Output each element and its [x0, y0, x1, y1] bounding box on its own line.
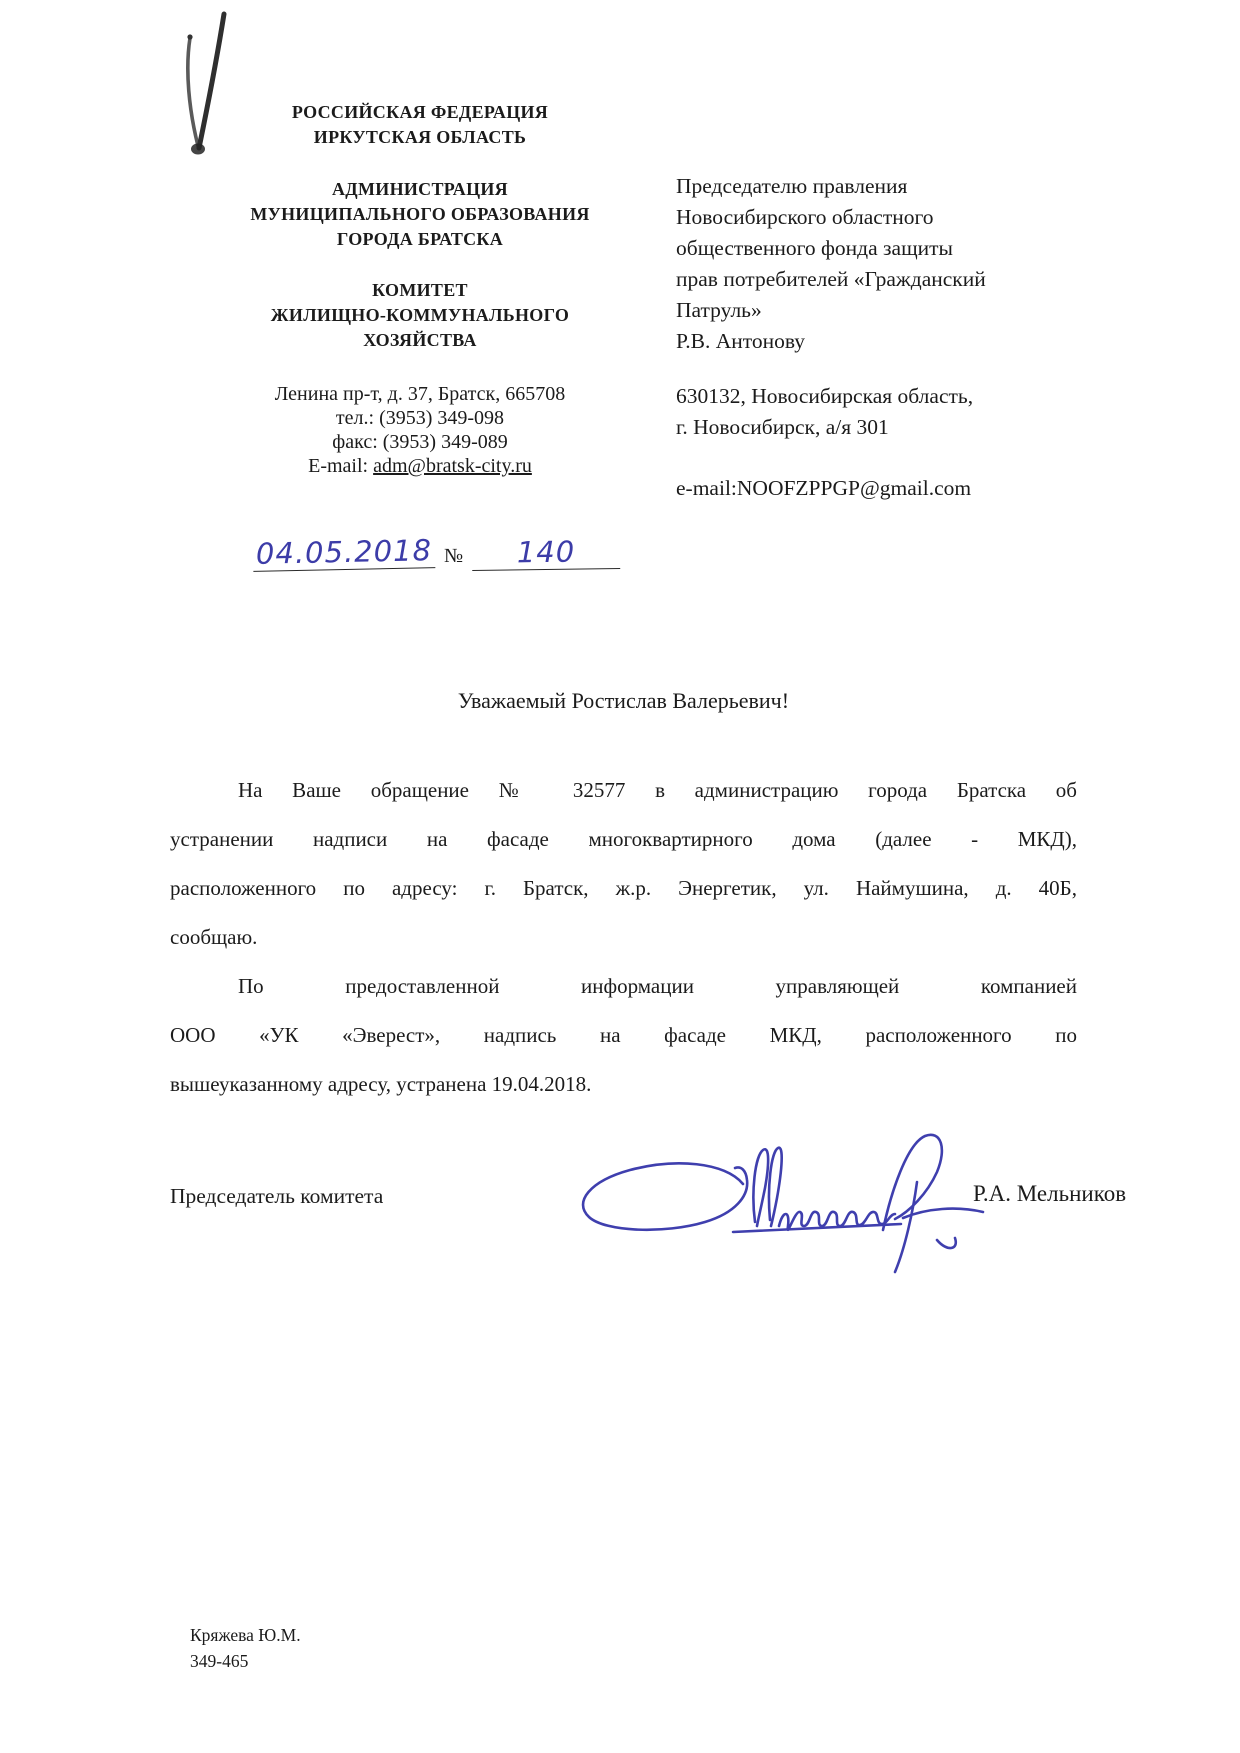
- recipient-line: Патруль»: [676, 298, 762, 322]
- recipient-block: [676, 171, 1076, 504]
- outgoing-number-handwritten: 140: [472, 534, 620, 571]
- executor-block: [190, 1622, 301, 1674]
- body-line: ООО «УК «Эверест», надпись на фасаде МКД, расположенного по: [170, 1023, 1077, 1047]
- letterhead-org-line3: ГОРОДА БРАТСКА: [336, 229, 504, 249]
- letterhead-postal-address: Ленина пр-т, д. 37, Братск, 665708: [274, 383, 566, 405]
- letterhead-phone: тел.: (3953) 349-098: [335, 407, 505, 429]
- reference-line: [253, 530, 633, 570]
- signature-autograph: [565, 1122, 1005, 1287]
- letterhead-email-line: [210, 454, 630, 478]
- body-line: устранении надписи на фасаде многоквартирного дома (далее - МКД),: [170, 827, 1077, 851]
- body-line: сообщаю.: [170, 925, 258, 949]
- recipient-address-line1: 630132, Новосибирская область,: [676, 384, 974, 408]
- letterhead-dept-line2: ЖИЛИЩНО-КОММУНАЛЬНОГО: [270, 305, 570, 325]
- letterhead-email-label: E-mail:: [308, 455, 374, 477]
- recipient-name: Р.В. Антонову: [676, 329, 806, 353]
- body-line: расположенного по адресу: г. Братск, ж.р. Энергетик, ул. Наймушина, д. 40Б,: [170, 876, 1077, 900]
- letterhead-email-address: adm@bratsk-city.ru: [373, 455, 532, 477]
- recipient-line: общественного фонда защиты: [676, 236, 953, 260]
- recipient-line: прав потребителей «Гражданский: [676, 267, 986, 291]
- recipient-line: Председателю правления: [676, 174, 908, 198]
- salutation: Уважаемый Ростислав Валерьевич!: [457, 688, 790, 713]
- signer-position-title: Председатель комитета: [170, 1184, 384, 1208]
- recipient-line: Новосибирского областного: [676, 205, 934, 229]
- letterhead-dept-line1: КОМИТЕТ: [372, 280, 468, 300]
- signer-name: Р.А. Мельников: [973, 1181, 1127, 1206]
- letterhead-fax: факс: (3953) 349-089: [332, 431, 508, 453]
- recipient-address-line2: г. Новосибирск, а/я 301: [676, 415, 889, 439]
- body-line: На Ваше обращение № 32577 в администрацию города Братска об: [238, 778, 1077, 802]
- recipient-email: e-mail:NOOFZPPGP@gmail.com: [676, 476, 972, 500]
- letter-body: [170, 766, 1077, 1109]
- body-line: вышеуказанному адресу, устранена 19.04.2018.: [170, 1072, 592, 1096]
- letterhead-org-line2: МУНИЦИПАЛЬНОГО ОБРАЗОВАНИЯ: [250, 204, 590, 224]
- executor-name: Кряжева Ю.М.: [190, 1625, 301, 1645]
- letterhead-country: РОССИЙСКАЯ ФЕДЕРАЦИЯ: [291, 102, 549, 122]
- executor-phone: 349-465: [190, 1651, 249, 1671]
- letterhead-dept-line3: ХОЗЯЙСТВА: [363, 330, 477, 350]
- letterhead-org-line1: АДМИНИСТРАЦИЯ: [332, 179, 508, 199]
- outgoing-date-handwritten: 04.05.2018: [253, 533, 436, 572]
- letterhead-region: ИРКУТСКАЯ ОБЛАСТЬ: [313, 127, 527, 147]
- body-line: По предоставленной информации управляющей компанией: [238, 974, 1077, 998]
- number-sign: №: [444, 545, 464, 567]
- letterhead: [210, 100, 630, 478]
